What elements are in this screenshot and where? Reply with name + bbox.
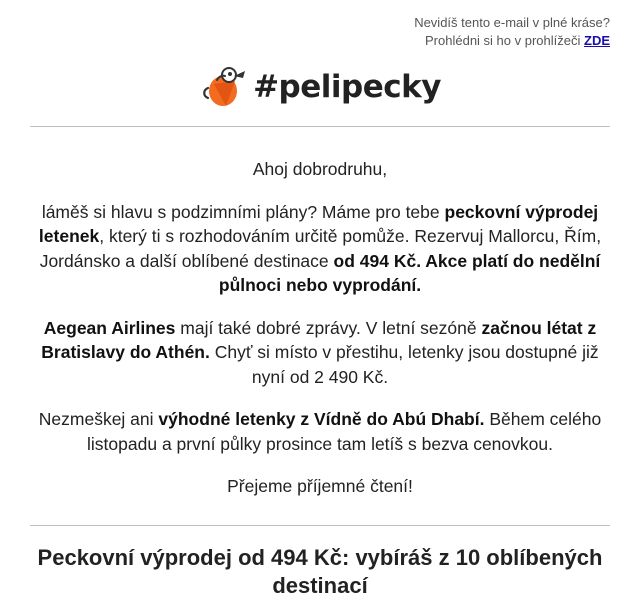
paragraph-sale [30,200,610,298]
logo-text: #pelipecky [253,69,441,105]
bold-text: od 494 Kč. Akce platí do nedělní půlnoci nebo vyprodání. [218,250,601,295]
bold-text: Aegean Airlines [43,317,176,338]
pelican-icon [199,64,245,110]
text: Během celého listopadu a první půlky prosince tam letíš s bezva cenovkou. [87,409,602,454]
paragraph-aegean [30,316,610,390]
greeting: Ahoj dobrodruhu, [252,159,388,179]
bold-text: začnou létat z Bratislavy do Athén. [41,317,597,362]
bold-text: peckovní výprodej letenek [38,201,599,246]
closing: Přejeme příjemné čtení! [227,476,413,496]
paragraph-abu-dhabi [30,407,610,456]
view-in-browser-link[interactable]: ZDE [584,33,610,48]
text: , který ti s rozhodováním určitě pomůže. Rezervuj Mallorcu, Řím, Jordánsko a další oblíbené destinace [39,226,602,271]
preheader-browser-text: Prohlédni si ho v prohlížeči [425,33,581,48]
email-body [30,157,610,517]
preheader [414,14,610,50]
bold-text: výhodné letenky z Vídně do Abú Dhabí. [158,409,485,429]
section-headline[interactable]: Peckovní výprodej od 494 Kč: vybíráš z 10 oblíbených destinací [37,545,603,598]
divider [30,525,610,526]
text: láměš si hlavu s podzimními plány? Máme pro tebe [41,201,445,222]
text: Nezmeškej ani [38,409,159,429]
preheader-browser-line [414,32,610,50]
text: Chyť si místo v přestihu, letenky jsou dostupné již nyní od 2 490 Kč. [209,342,599,387]
logo[interactable] [0,64,640,110]
preheader-text: Nevidíš tento e-mail v plné kráse? [414,15,610,30]
text: mají také dobré zprávy. V letní sezóně [175,317,482,338]
divider [30,126,610,127]
